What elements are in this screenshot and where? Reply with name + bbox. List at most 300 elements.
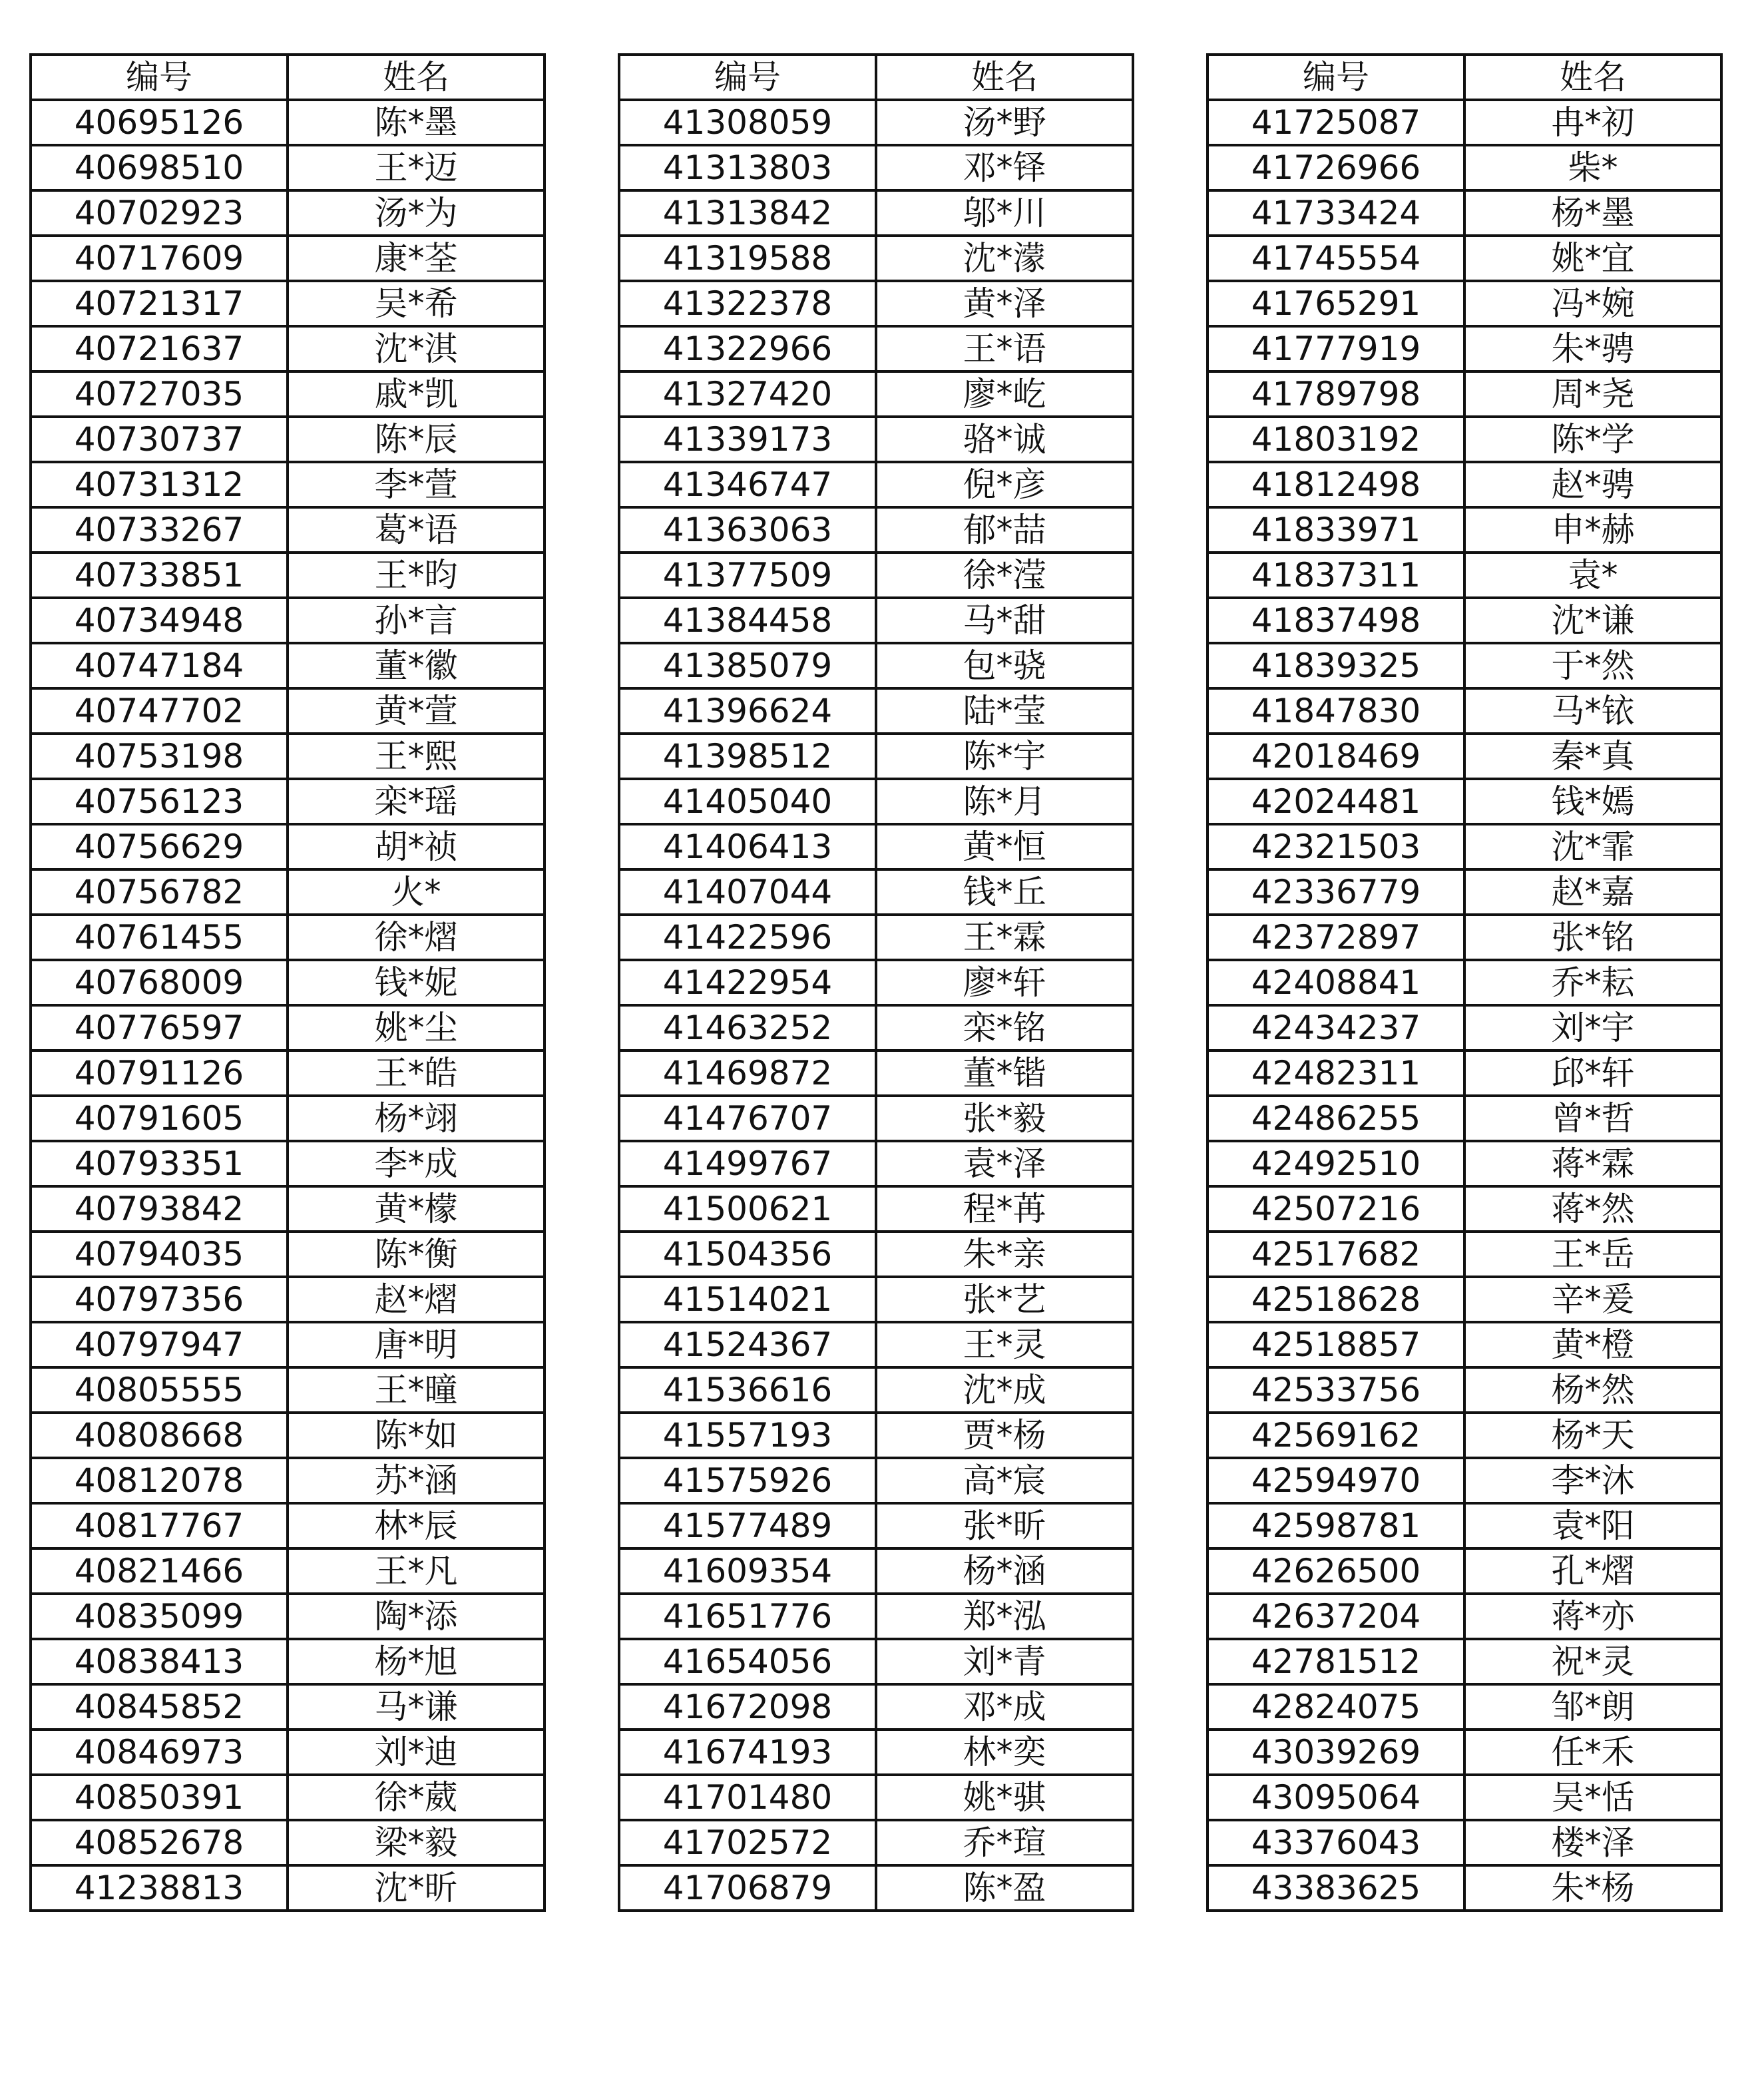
name-cell: 于*然: [1464, 643, 1721, 688]
name-cell: 孔*熠: [1464, 1548, 1721, 1594]
name-cell: 邓*成: [876, 1684, 1133, 1730]
name-cell: 张*毅: [876, 1096, 1133, 1141]
header-name: 姓名: [288, 55, 545, 100]
table-row: [31, 824, 545, 869]
table-row: [619, 553, 1133, 598]
id-cell: 40727035: [31, 371, 288, 417]
table-row: [1208, 1096, 1721, 1141]
name-cell: 杨*墨: [1464, 190, 1721, 236]
id-cell: 40698510: [31, 145, 288, 190]
id-cell: 40808668: [31, 1413, 288, 1458]
table-row: [1208, 688, 1721, 734]
id-cell: 41733424: [1208, 190, 1464, 236]
id-cell: 41363063: [619, 507, 876, 553]
name-cell: 王*凡: [288, 1548, 545, 1594]
id-cell: 40797947: [31, 1322, 288, 1367]
id-cell: 41812498: [1208, 462, 1464, 507]
table-row: [1208, 598, 1721, 643]
name-cell: 栾*瑶: [288, 779, 545, 824]
name-cell: 张*艺: [876, 1277, 1133, 1322]
id-cell: 41469872: [619, 1050, 876, 1096]
table-row: [31, 734, 545, 779]
id-cell: 40794035: [31, 1232, 288, 1277]
name-cell: 吴*希: [288, 281, 545, 326]
name-cell: 袁*泽: [876, 1141, 1133, 1186]
name-cell: 钱*丘: [876, 869, 1133, 915]
table-row: [619, 598, 1133, 643]
name-cell: 程*苒: [876, 1186, 1133, 1232]
id-cell: 41322966: [619, 326, 876, 371]
id-cell: 42408841: [1208, 960, 1464, 1005]
table-row: [619, 960, 1133, 1005]
header-row: [1208, 55, 1721, 100]
id-cell: 41524367: [619, 1322, 876, 1367]
table-row: [1208, 1050, 1721, 1096]
table-row: [1208, 779, 1721, 824]
id-cell: 41837498: [1208, 598, 1464, 643]
id-cell: 40747184: [31, 643, 288, 688]
table-row: [1208, 1548, 1721, 1594]
header-name: 姓名: [876, 55, 1133, 100]
table-row: [1208, 1005, 1721, 1050]
id-cell: 41803192: [1208, 417, 1464, 462]
id-cell: 41396624: [619, 688, 876, 734]
name-cell: 骆*诚: [876, 417, 1133, 462]
table-row: [1208, 1367, 1721, 1413]
table-row: [31, 100, 545, 145]
table-row: [31, 417, 545, 462]
id-cell: 41346747: [619, 462, 876, 507]
name-cell: 周*尧: [1464, 371, 1721, 417]
table-row: [619, 281, 1133, 326]
name-cell: 汤*为: [288, 190, 545, 236]
name-cell: 王*灵: [876, 1322, 1133, 1367]
roster-table-3: [1206, 53, 1723, 1912]
id-cell: 41726966: [1208, 145, 1464, 190]
table-row: [31, 1096, 545, 1141]
table-row: [1208, 1322, 1721, 1367]
id-cell: 42533756: [1208, 1367, 1464, 1413]
id-cell: 41674193: [619, 1730, 876, 1775]
name-cell: 黄*萱: [288, 688, 545, 734]
id-cell: 42507216: [1208, 1186, 1464, 1232]
id-cell: 42637204: [1208, 1594, 1464, 1639]
table-row: [1208, 145, 1721, 190]
id-cell: 41514021: [619, 1277, 876, 1322]
id-cell: 41654056: [619, 1639, 876, 1684]
table-row: [619, 688, 1133, 734]
id-cell: 40717609: [31, 236, 288, 281]
name-cell: 邹*朗: [1464, 1684, 1721, 1730]
name-cell: 刘*迪: [288, 1730, 545, 1775]
name-cell: 李*成: [288, 1141, 545, 1186]
table-row: [1208, 100, 1721, 145]
name-cell: 李*萱: [288, 462, 545, 507]
name-cell: 郑*泓: [876, 1594, 1133, 1639]
name-cell: 柴*: [1464, 145, 1721, 190]
id-cell: 43383625: [1208, 1865, 1464, 1911]
name-cell: 陈*月: [876, 779, 1133, 824]
name-cell: 廖*屹: [876, 371, 1133, 417]
id-cell: 42598781: [1208, 1503, 1464, 1548]
table-row: [619, 915, 1133, 960]
table-row: [619, 145, 1133, 190]
table-row: [619, 1005, 1133, 1050]
id-cell: 40835099: [31, 1594, 288, 1639]
name-cell: 王*岳: [1464, 1232, 1721, 1277]
table-row: [1208, 1232, 1721, 1277]
name-cell: 林*奕: [876, 1730, 1133, 1775]
table-row: [619, 1639, 1133, 1684]
name-cell: 沈*成: [876, 1367, 1133, 1413]
table-row: [619, 1050, 1133, 1096]
name-cell: 徐*熠: [288, 915, 545, 960]
id-cell: 40733267: [31, 507, 288, 553]
name-cell: 蒋*然: [1464, 1186, 1721, 1232]
id-cell: 40756629: [31, 824, 288, 869]
table-row: [1208, 1277, 1721, 1322]
id-cell: 40793842: [31, 1186, 288, 1232]
table-row: [619, 1548, 1133, 1594]
id-cell: 41476707: [619, 1096, 876, 1141]
table-row: [1208, 1503, 1721, 1548]
id-cell: 42372897: [1208, 915, 1464, 960]
table-row: [31, 1548, 545, 1594]
id-cell: 42518857: [1208, 1322, 1464, 1367]
name-cell: 姚*骐: [876, 1775, 1133, 1820]
name-cell: 吴*恬: [1464, 1775, 1721, 1820]
table-row: [1208, 1594, 1721, 1639]
table-row: [1208, 1186, 1721, 1232]
id-cell: 42482311: [1208, 1050, 1464, 1096]
id-cell: 41725087: [1208, 100, 1464, 145]
name-cell: 王*迈: [288, 145, 545, 190]
table-row: [1208, 869, 1721, 915]
table-row: [619, 100, 1133, 145]
name-cell: 董*徽: [288, 643, 545, 688]
table-row: [619, 1232, 1133, 1277]
id-cell: 41339173: [619, 417, 876, 462]
table-row: [619, 1096, 1133, 1141]
table-row: [31, 1005, 545, 1050]
table-row: [619, 1775, 1133, 1820]
id-cell: 41406413: [619, 824, 876, 869]
table-row: [1208, 1684, 1721, 1730]
id-cell: 40756123: [31, 779, 288, 824]
id-cell: 41702572: [619, 1820, 876, 1865]
name-cell: 邱*轩: [1464, 1050, 1721, 1096]
name-cell: 杨*然: [1464, 1367, 1721, 1413]
id-cell: 41536616: [619, 1367, 876, 1413]
id-cell: 41422596: [619, 915, 876, 960]
id-cell: 40791605: [31, 1096, 288, 1141]
name-cell: 冉*初: [1464, 100, 1721, 145]
name-cell: 赵*熠: [288, 1277, 545, 1322]
table-row: [31, 1684, 545, 1730]
table-row: [31, 1186, 545, 1232]
name-cell: 申*赫: [1464, 507, 1721, 553]
name-cell: 葛*语: [288, 507, 545, 553]
id-cell: 42321503: [1208, 824, 1464, 869]
id-cell: 40821466: [31, 1548, 288, 1594]
name-cell: 朱*亲: [876, 1232, 1133, 1277]
name-cell: 贾*杨: [876, 1413, 1133, 1458]
table-row: [1208, 417, 1721, 462]
id-cell: 42492510: [1208, 1141, 1464, 1186]
table-row: [1208, 1820, 1721, 1865]
name-cell: 邬*川: [876, 190, 1133, 236]
name-cell: 马*谦: [288, 1684, 545, 1730]
name-cell: 刘*宇: [1464, 1005, 1721, 1050]
table-row: [619, 326, 1133, 371]
table-row: [619, 1413, 1133, 1458]
name-cell: 黄*橙: [1464, 1322, 1721, 1367]
table-row: [31, 1322, 545, 1367]
table-row: [31, 281, 545, 326]
header-id: 编号: [1208, 55, 1464, 100]
name-cell: 胡*祯: [288, 824, 545, 869]
name-cell: 刘*青: [876, 1639, 1133, 1684]
table-row: [1208, 462, 1721, 507]
table-row: [31, 326, 545, 371]
name-cell: 张*铭: [1464, 915, 1721, 960]
id-cell: 40733851: [31, 553, 288, 598]
id-cell: 41504356: [619, 1232, 876, 1277]
name-cell: 黄*泽: [876, 281, 1133, 326]
id-cell: 40753198: [31, 734, 288, 779]
table-row: [1208, 190, 1721, 236]
name-cell: 栾*铭: [876, 1005, 1133, 1050]
name-cell: 杨*涵: [876, 1548, 1133, 1594]
name-cell: 陆*莹: [876, 688, 1133, 734]
id-cell: 40852678: [31, 1820, 288, 1865]
id-cell: 42024481: [1208, 779, 1464, 824]
id-cell: 41384458: [619, 598, 876, 643]
table-row: [619, 869, 1133, 915]
table-row: [31, 1232, 545, 1277]
table-row: [1208, 326, 1721, 371]
id-cell: 43376043: [1208, 1820, 1464, 1865]
name-cell: 沈*谦: [1464, 598, 1721, 643]
table-row: [1208, 1730, 1721, 1775]
id-cell: 41847830: [1208, 688, 1464, 734]
id-cell: 40845852: [31, 1684, 288, 1730]
roster-body: [31, 100, 545, 1911]
name-cell: 陶*添: [288, 1594, 545, 1639]
table-row: [31, 1639, 545, 1684]
id-cell: 42824075: [1208, 1684, 1464, 1730]
table-row: [619, 1820, 1133, 1865]
table-row: [31, 371, 545, 417]
name-cell: 杨*旭: [288, 1639, 545, 1684]
name-cell: 乔*瑄: [876, 1820, 1133, 1865]
id-cell: 40838413: [31, 1639, 288, 1684]
table-row: [31, 1277, 545, 1322]
id-cell: 40850391: [31, 1775, 288, 1820]
name-cell: 秦*真: [1464, 734, 1721, 779]
table-row: [31, 688, 545, 734]
name-cell: 陈*宇: [876, 734, 1133, 779]
name-cell: 梁*毅: [288, 1820, 545, 1865]
id-cell: 40817767: [31, 1503, 288, 1548]
id-cell: 41500621: [619, 1186, 876, 1232]
table-row: [31, 1820, 545, 1865]
table-row: [1208, 371, 1721, 417]
name-cell: 陈*学: [1464, 417, 1721, 462]
table-row: [619, 1186, 1133, 1232]
name-cell: 朱*杨: [1464, 1865, 1721, 1911]
table-row: [1208, 1639, 1721, 1684]
table-row: [619, 1458, 1133, 1503]
header-name: 姓名: [1464, 55, 1721, 100]
id-cell: 40797356: [31, 1277, 288, 1322]
id-cell: 41422954: [619, 960, 876, 1005]
table-row: [31, 190, 545, 236]
id-cell: 42336779: [1208, 869, 1464, 915]
id-cell: 40721637: [31, 326, 288, 371]
name-cell: 陈*衡: [288, 1232, 545, 1277]
name-cell: 苏*涵: [288, 1458, 545, 1503]
name-cell: 王*曈: [288, 1367, 545, 1413]
id-cell: 42518628: [1208, 1277, 1464, 1322]
table-row: [619, 1594, 1133, 1639]
table-row: [1208, 1141, 1721, 1186]
name-cell: 陈*如: [288, 1413, 545, 1458]
name-cell: 马*铱: [1464, 688, 1721, 734]
table-row: [1208, 281, 1721, 326]
table-row: [1208, 1413, 1721, 1458]
name-cell: 包*骁: [876, 643, 1133, 688]
name-cell: 倪*彦: [876, 462, 1133, 507]
table-row: [31, 1141, 545, 1186]
name-cell: 王*霖: [876, 915, 1133, 960]
table-row: [31, 1775, 545, 1820]
id-cell: 41833971: [1208, 507, 1464, 553]
roster-body: [619, 100, 1133, 1911]
roster-body: [1208, 100, 1721, 1911]
name-cell: 徐*葳: [288, 1775, 545, 1820]
id-cell: 40791126: [31, 1050, 288, 1096]
id-cell: 40730737: [31, 417, 288, 462]
table-row: [31, 553, 545, 598]
name-cell: 姚*宜: [1464, 236, 1721, 281]
name-cell: 廖*轩: [876, 960, 1133, 1005]
id-cell: 42594970: [1208, 1458, 1464, 1503]
id-cell: 40734948: [31, 598, 288, 643]
name-cell: 董*锴: [876, 1050, 1133, 1096]
table-row: [1208, 1458, 1721, 1503]
name-cell: 蒋*霖: [1464, 1141, 1721, 1186]
id-cell: 41651776: [619, 1594, 876, 1639]
name-cell: 李*沐: [1464, 1458, 1721, 1503]
table-row: [31, 462, 545, 507]
id-cell: 41557193: [619, 1413, 876, 1458]
table-row: [619, 1730, 1133, 1775]
table-row: [1208, 734, 1721, 779]
name-cell: 楼*泽: [1464, 1820, 1721, 1865]
table-row: [1208, 960, 1721, 1005]
name-cell: 辛*爰: [1464, 1277, 1721, 1322]
name-cell: 杨*翊: [288, 1096, 545, 1141]
name-cell: 袁*阳: [1464, 1503, 1721, 1548]
name-cell: 黄*恒: [876, 824, 1133, 869]
table-row: [619, 236, 1133, 281]
name-cell: 康*荃: [288, 236, 545, 281]
id-cell: 42434237: [1208, 1005, 1464, 1050]
id-cell: 41777919: [1208, 326, 1464, 371]
id-cell: 41313803: [619, 145, 876, 190]
table-row: [31, 1594, 545, 1639]
id-cell: 40702923: [31, 190, 288, 236]
id-cell: 41609354: [619, 1548, 876, 1594]
table-row: [619, 734, 1133, 779]
table-row: [31, 1413, 545, 1458]
id-cell: 41377509: [619, 553, 876, 598]
id-cell: 41789798: [1208, 371, 1464, 417]
table-row: [619, 1865, 1133, 1911]
id-cell: 41327420: [619, 371, 876, 417]
name-cell: 冯*婉: [1464, 281, 1721, 326]
table-row: [619, 462, 1133, 507]
id-cell: 42626500: [1208, 1548, 1464, 1594]
header-row: [31, 55, 545, 100]
id-cell: 40721317: [31, 281, 288, 326]
id-cell: 40761455: [31, 915, 288, 960]
table-row: [619, 779, 1133, 824]
name-cell: 邓*铎: [876, 145, 1133, 190]
table-row: [1208, 915, 1721, 960]
roster-table-2: [618, 53, 1134, 1912]
table-row: [31, 1730, 545, 1775]
id-cell: 41322378: [619, 281, 876, 326]
table-row: [619, 1684, 1133, 1730]
table-row: [619, 1141, 1133, 1186]
id-cell: 42569162: [1208, 1413, 1464, 1458]
table-row: [1208, 824, 1721, 869]
id-cell: 41706879: [619, 1865, 876, 1911]
roster-table-1: [29, 53, 546, 1912]
name-cell: 郁*喆: [876, 507, 1133, 553]
id-cell: 40812078: [31, 1458, 288, 1503]
id-cell: 41463252: [619, 1005, 876, 1050]
table-row: [619, 190, 1133, 236]
table-row: [31, 1050, 545, 1096]
table-row: [619, 643, 1133, 688]
id-cell: 41499767: [619, 1141, 876, 1186]
table-row: [31, 643, 545, 688]
id-cell: 42486255: [1208, 1096, 1464, 1141]
id-cell: 41319588: [619, 236, 876, 281]
name-cell: 陈*盈: [876, 1865, 1133, 1911]
name-cell: 姚*尘: [288, 1005, 545, 1050]
table-row: [1208, 507, 1721, 553]
table-row: [31, 1458, 545, 1503]
table-row: [31, 507, 545, 553]
header-id: 编号: [31, 55, 288, 100]
name-cell: 杨*天: [1464, 1413, 1721, 1458]
name-cell: 祝*灵: [1464, 1639, 1721, 1684]
name-cell: 黄*檬: [288, 1186, 545, 1232]
id-cell: 41313842: [619, 190, 876, 236]
id-cell: 40747702: [31, 688, 288, 734]
name-cell: 马*甜: [876, 598, 1133, 643]
table-row: [31, 779, 545, 824]
id-cell: 41765291: [1208, 281, 1464, 326]
name-cell: 沈*昕: [288, 1865, 545, 1911]
name-cell: 钱*妮: [288, 960, 545, 1005]
id-cell: 40756782: [31, 869, 288, 915]
header-id: 编号: [619, 55, 876, 100]
